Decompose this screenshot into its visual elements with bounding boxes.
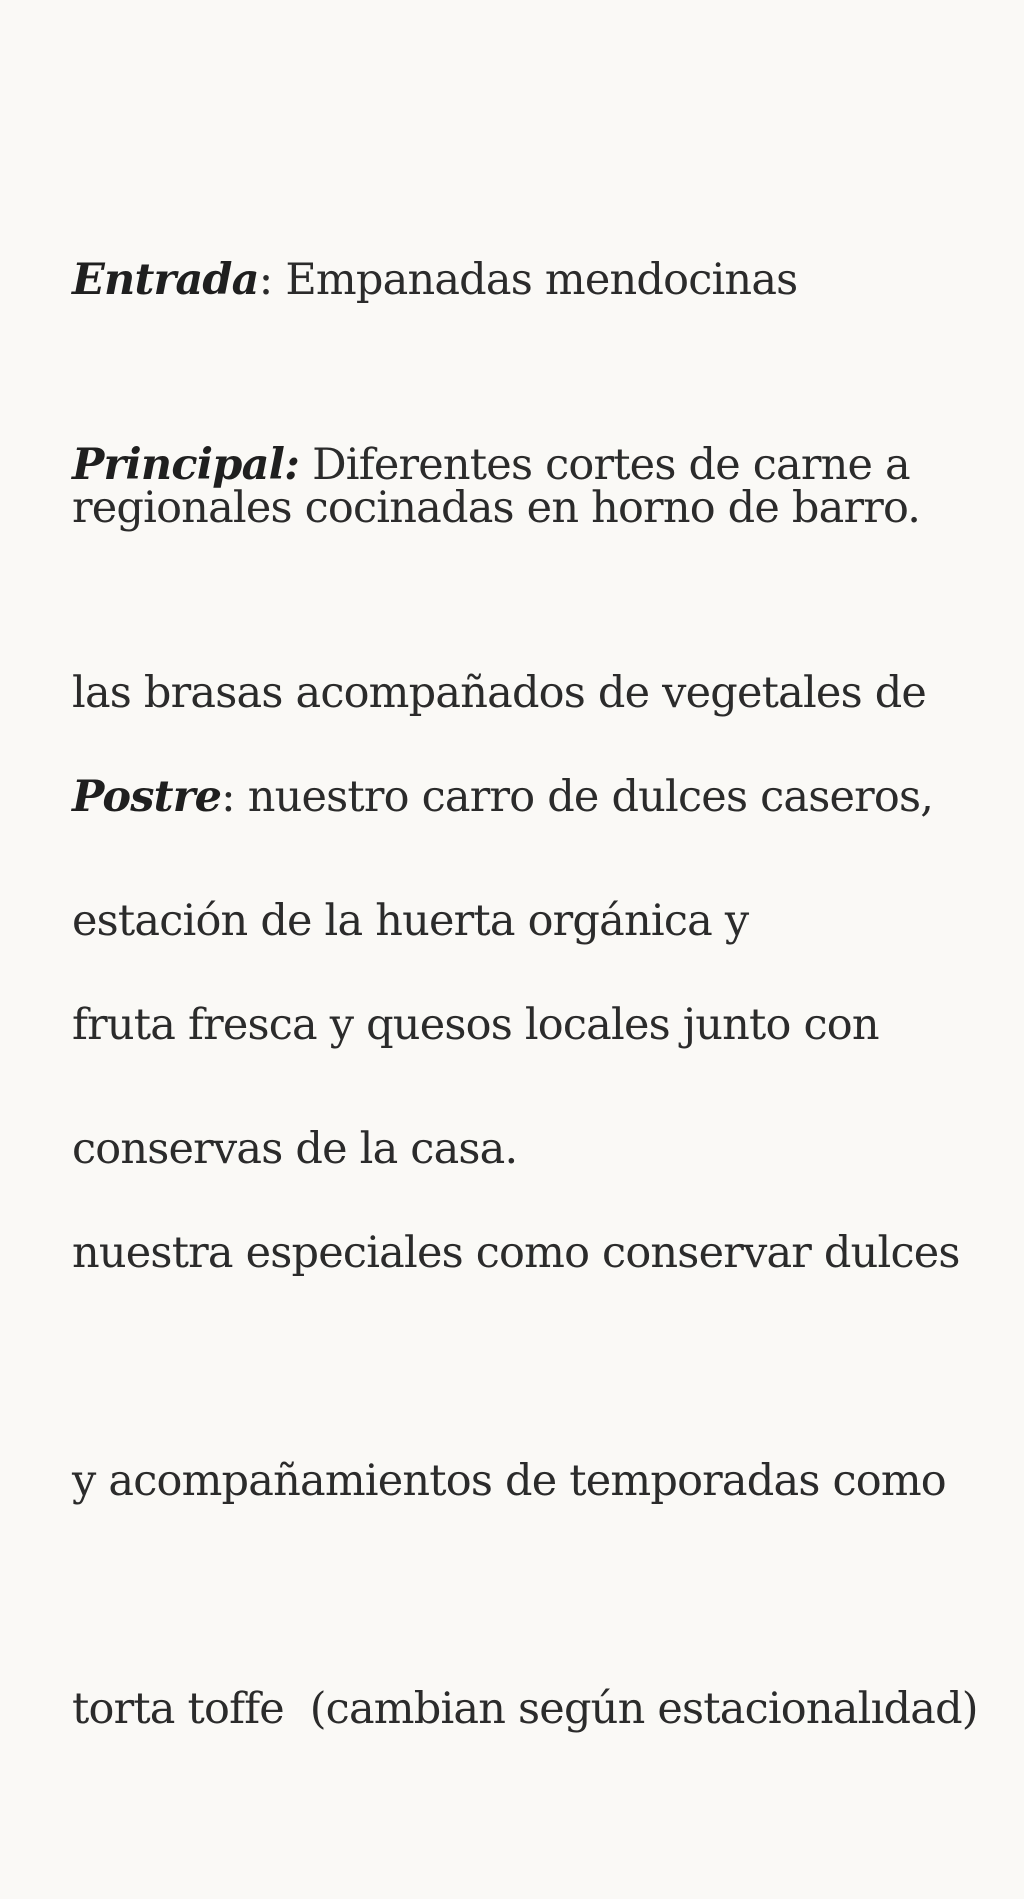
postre-text-3: nuestra especiales como conservar dulces (72, 1228, 960, 1278)
principal-line-1 (72, 427, 926, 503)
principal-text-2: las brasas acompañados de vegetales de (72, 668, 927, 718)
principal-separator (299, 440, 312, 490)
postre-text-2: fruta fresca y quesos locales junto con (72, 1000, 879, 1050)
principal-text-3: estación de la huerta orgánica y (72, 896, 749, 946)
postre-paragraph (72, 607, 978, 1899)
principal-text-1: Diferentes cortes de carne a (312, 440, 910, 490)
postre-label: Postre (72, 772, 222, 822)
principal-label: Principal: (72, 440, 300, 490)
entrada-label: Entrada (72, 255, 259, 305)
postre-text-1: nuestro carro de dulces caseros, (247, 772, 934, 822)
postre-separator: : (221, 772, 248, 822)
entrada-text-2: regionales cocinadas en horno de barro. (72, 483, 921, 533)
entrada-text-1: Empanadas mendocinas (285, 255, 798, 305)
postre-text-4: y acompañamientos de temporadas como (72, 1456, 946, 1506)
principal-text-4: conservas de la casa. (72, 1124, 518, 1174)
postre-text-5: torta toffe (cambian según estacionalıdad) (72, 1684, 978, 1734)
postre-line-1 (72, 759, 978, 835)
entrada-separator: : (258, 255, 286, 305)
